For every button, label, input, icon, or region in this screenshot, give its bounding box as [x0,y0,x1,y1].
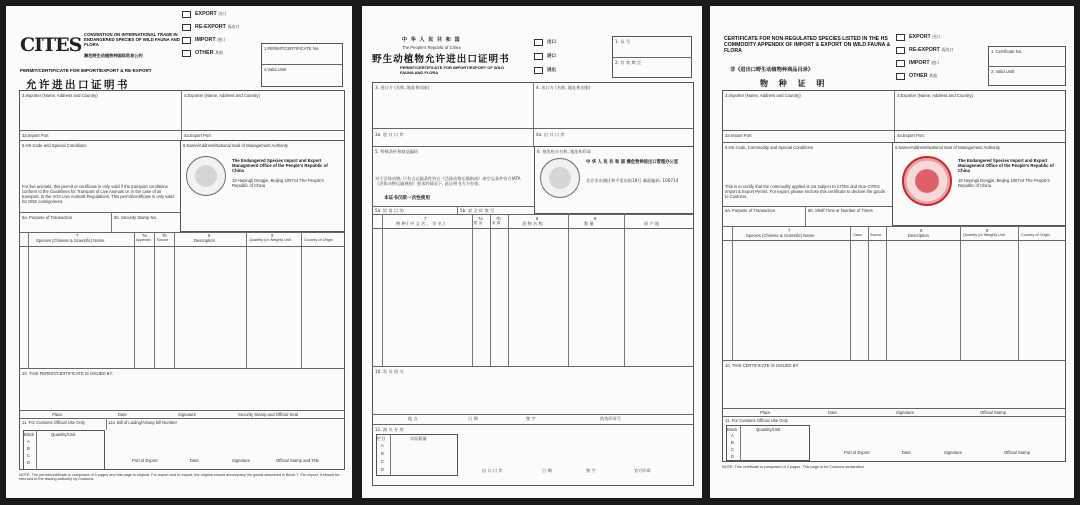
red-national-seal-icon [902,156,952,206]
transport-conditions: For live animals, this permit or certificate is only valid if the transport conditions conform to the Guidelines for Transport of Live Animals or, in the case of air transport, to the IATA Live Animals Regulations. This permit/certificate is only valid for ONE consignment. [22,184,174,204]
row-c: C [27,453,31,458]
valid-until-label: 2. 有 效 期 至 [615,60,642,65]
col-appendix: 附 录 [474,221,483,225]
customs-date-label[interactable]: Date [902,450,911,455]
importer-label[interactable]: 3.Importer (Name, Address and Country) [725,93,801,98]
col-7b: 7b [496,216,501,221]
signature-label[interactable]: Signature [896,410,914,415]
row-b: B [27,446,30,451]
other-checkbox[interactable] [182,50,191,57]
re-export-label: RE-EXPORT [909,47,940,53]
permit-title-en: PERMIT/CERTIFICATE FOR IMPORT/EXPORT OF WILD FAUNA AND FLORA [400,65,505,75]
export-checkbox[interactable] [896,34,905,41]
col-quantity: Quantity (or Weight) Unit [249,238,291,242]
bill-of-lading-label[interactable]: 11a. Bill of Lading/Airway bill Number [108,420,178,425]
col-7a: 7a [142,233,147,238]
date-label[interactable]: 日 期 [468,416,478,421]
block-label: Block [24,432,35,437]
transport-conditions: 对于活体动物, 只有当运输条件符合《活体动物运输指南》或空运条件符合IATA《活体动物运输规则》要求的情况下, 此证明书方为有效。 [375,176,521,186]
customs-date-label[interactable]: 日 期 [542,468,552,473]
export-port-label[interactable]: 4a.Export Port [184,133,211,138]
valid-until-label: 2. Valid Until [991,69,1015,74]
authority-field-label: 6.Name/Address/National Seal of Management Authority [895,145,1000,150]
official-stamp-label[interactable]: 官方印章 [634,468,651,473]
footer-note: NOTE: The permit/certificate is composed of 5 pages and this page is original. For export and re-export, the original should accompany the goods described in Block 7. For import, it should be returned to the issuing authority by Customs. [19,473,340,482]
customs-signature-label[interactable]: Signature [232,458,250,463]
convention-title: CONVENTION ON INTERNATIONAL TRADE IN ENDANGERED SPECIES OF WILD FAUNA AND FLORA [84,32,180,47]
exporter-label[interactable]: 4.Exporter (Name, Address and Country) [184,93,260,98]
export-port-label[interactable]: 4a.Export Port [897,133,924,138]
export-checkbox[interactable] [182,11,191,18]
place-label[interactable]: 地 点 [408,416,418,421]
row-a: A [381,443,384,448]
col-9: 9 [271,233,274,238]
import-checkbox[interactable] [534,53,543,60]
col-9: 9 [594,216,597,221]
quantity-unit-label: Quantity/Unit [756,427,781,432]
date-label[interactable]: Date [828,410,837,415]
col-source: Source [157,238,169,242]
hs-code-label[interactable]: 5.HS Code, Commodity and Special Conditions [725,145,813,150]
authority-address: 18 Hepingli Dongjie, Beijing 100714 The People's Republic of China [232,178,324,188]
cites-logo: CITES [20,34,82,56]
row-c: C [381,459,385,464]
port-of-export-label[interactable]: 出 口 口 岸 [482,468,503,473]
issued-by-label: 10. THIS CERTIFICATE IS ISSUED BY: [725,363,800,368]
col-class: Class [853,233,862,237]
other-checkbox[interactable] [896,73,905,80]
import-port-label[interactable]: 3a.Import Port [725,133,752,138]
valid-until-label: 2.Valid Until [264,67,287,72]
issued-by-label: 10. THIS PERMIT/CERTIFICATE IS ISSUED BY: [22,371,114,376]
col-8: 8 [208,233,211,238]
col-7b: 7b [162,233,167,238]
other-label: OTHER [909,73,928,79]
customs-signature-label[interactable]: Signature [944,450,962,455]
conditions-label[interactable]: 5. 特殊条件和商品编码 [375,149,419,154]
re-export-label: RE-EXPORT [195,24,226,30]
authority-name: The Endangered Species Import and Export Management Office of the People's Republic of China [958,158,1054,173]
col-species: Species (Chinese & Scientific) Name [36,238,105,243]
purpose-label[interactable]: 5a. Purpose of Transaction [725,208,776,213]
block-label: Block [727,427,738,432]
export-port-label[interactable]: 4a. 出 口 口 岸 [536,132,565,137]
col-appendix: Appendix [136,238,151,242]
signature-label[interactable]: Signature [178,412,196,417]
security-stamp-label[interactable]: 防伪印章号 [600,416,621,421]
official-stamp-label[interactable]: Official Stamp and Title [276,458,319,463]
col-7: 7 [788,228,791,233]
port-of-export-label[interactable]: Port of Export [844,450,870,455]
export-label: EXPORT [909,34,931,40]
import-port-label[interactable]: 3a.Import Port [22,133,49,138]
authority-field-label: 6. 签发机关名称, 地址和印章 [537,149,592,154]
row-d: D [27,460,31,465]
importer-label[interactable]: 3.Importer (Name, Address and Country) [22,93,98,98]
col-origin: 原 产 地 [644,221,660,226]
authority-address: 北京市东城区和平里东街18号 邮政编码: 100714 [586,178,679,183]
col-goods: 货 物 名 称 [522,221,543,226]
import-label: 进口 [547,54,556,59]
row-c: C [731,447,735,452]
import-checkbox[interactable] [182,37,191,44]
row-d: D [731,454,735,459]
official-stamp-label[interactable]: Official Stamp [980,410,1006,415]
exporter-label[interactable]: 4.Exporter (Name, Address and Country) [897,93,973,98]
import-label: IMPORT [195,37,216,43]
seal-stamp-label[interactable]: Security Stamp and Official Seal [238,412,298,417]
col-origin: Country of Origin [304,238,333,242]
col-7a: 7a [478,216,483,221]
other-label: OTHER [195,50,214,56]
col-quantity: Quantity (or Weight) Unit [963,233,1005,237]
importer-label[interactable]: 3. 进口方 (名称, 地址和国家) [375,85,430,90]
row-b: B [731,440,734,445]
authority-name: 中 华 人 民 共 和 国 濒危物种进出口管理办公室 [586,160,679,165]
col-quantity: 数 量 [584,221,594,226]
col-source: 来 源 [492,221,501,225]
col-9: 9 [986,228,989,233]
permit-number-label: 1.PERMIT/CERTIFICATE No. [264,46,320,51]
col-species: Species (Chinese & Scientific) Name [746,233,815,238]
export-label: 出口 [547,40,556,45]
row-d: D [381,467,385,472]
block-label: 栏目 [377,436,386,441]
import-port-label[interactable]: 3a. 进 口 口 岸 [375,132,404,137]
col-description: Description [908,233,929,238]
import-label: IMPORT [909,60,930,66]
issued-by-label: 10. 发 证 机 关 [375,369,404,374]
non-regulated-cert-sheet: CERTIFICATE FOR NON-REGULATED SPECIES LISTED IN THE HS COMMODITY APPENDIX OF IMPORT & EXPORT ON WILD FAUNA & FLORA 非《进出口野生动植物种商品目录》 物 种 证 明 EXPORT 出口 RE-EXPORT 再出口 IMPORT 进口 OTHER 其他 1. Certificate No. 2. Valid Until 3.Importer (Name, Address and Country) 4.Exporter (Name, Address and Country) 3a.Import Port 4a.Export Port 5.HS Code, Commodity and Special Conditions 6.Name/Address/National Seal of Management Authority The Endangered Species Import and Export Management Office of the People's Republic of China 18 Hepingli Dongjie, Beijing 100714 The People's Republic of China This is to certify that the commodity applied is not subject to CITES and Non-CITES Import & Export Permit. For export, please enclose this certificate to declare the goods to Customs. 5a. Purpose of Transaction 5b. Shelf Time or Number of Times 7 8 9 Species (Chinese & Scientific) Name Class Source Description Quantity (or Weight) Unit Country of Origin 10. THIS CERTIFICATE IS ISSUED BY: Place Date Signature Official Stamp 11. For Customs Official Use Only Block Quantity/Unit A B C D Port of Export Date Signature Official Stamp NOTE: This certificate is composed of 2 pages. This page is for Customs declaration. [710,6,1074,498]
authority-name: The Endangered Species Import and Export Management Office of the People's Republic of China [232,158,328,173]
place-label[interactable]: Place [52,412,63,417]
customs-official-stamp-label[interactable]: Official Stamp [1004,450,1030,455]
col-7: 7 [76,233,79,238]
customs-date-label[interactable]: Date [190,458,199,463]
date-label[interactable]: Date [118,412,127,417]
quantity-label: 实际数量 [410,436,427,441]
col-8: 8 [920,228,923,233]
col-7: 7 [424,216,427,221]
purpose-label[interactable]: 5a. Purpose of Transaction [22,215,73,220]
col-description: Description [194,238,215,243]
hs-code-label[interactable]: 5.HS Code and Special Conditions [22,143,87,148]
row-b: B [381,451,384,456]
customs-label: 11. 海 关 专 用 [375,427,404,432]
one-time-note: 本证书仅限一次性使用 [384,196,430,201]
col-species: 物 种 ( 中 文 名 、 学 名 ) [396,221,445,226]
col-8: 8 [536,216,539,221]
col-source: Source [870,233,882,237]
permit-number-label: 1. 证 号 [615,39,631,44]
footer-note: NOTE: This certificate is composed of 2 pages. This page is for Customs declaration. [722,465,865,469]
shelf-time-label[interactable]: 5b. Shelf Time or Number of Times [808,208,873,213]
cites-permit-sheet: CITES CONVENTION ON INTERNATIONAL TRADE IN ENDANGERED SPECIES OF WILD FAUNA AND FLORA 濒危野生动植物种国际贸易公约 PERMIT/CERTIFICATE FOR IMPORT/EXPORT & RE-EXPORT 允许进出口证明书 EXPORT 出口 RE-EXPORT 再出口 IMPORT 进口 OTHER 其他 1.PERMIT/CERTIFICATE No. 2.Valid Until 3.Importer (Name, Address and Country) 4.Exporter (Name, Address and Country) 3a.Import Port 4a.Export Port 5.HS Code and Special Conditions 6.Name/Address/National Seal of Management Authority The Endangered Species Import and Export Management Office of the People's Republic of China 18 Hepingli Dongjie, Beijing 100714 The People's Republic of China For live animals, this permit or certificate is only valid if the transport conditions conform to the Guidelines for Transport of Live Animals or, in the case of air transport, to the IATA Live Animals Regulations. This permit/certificate is only valid for ONE consignment. 5a. Purpose of Transaction 5b. Security Stamp No. 7 7a 7b 8 9 Species (Chinese & Scientific) Name Appendix Source Description Quantity (or Weight) Unit Country of Origin 10. THIS PERMIT/CERTIFICATE IS ISSUED BY: Place Date Signature Security Stamp and Official Seal 11. For Customs Official Use Only 11a. Bill of Lading/Airway bill Number Block Quantity/Unit A B C D Port of Export Date Signature Official Stamp and Title NOTE: The permit/certificate is composed of 5 pages and this page is original. For export and re-export, the original should accompany the goods described in Block 7. For import, it should be returned to the issuing authority by Customs. [6,6,352,498]
transit-label: 进出 [547,68,556,73]
certificate-number-label: 1. Certificate No. [991,49,1023,54]
chinese-permit-sheet [362,6,702,498]
customs-signature-label[interactable]: 签 字 [586,468,596,473]
national-seal-icon [540,158,580,198]
customs-label: 11. For Customs Official Use Only [725,418,788,423]
signature-label[interactable]: 签 字 [526,416,536,421]
transit-checkbox[interactable] [534,67,543,74]
row-a: A [27,439,30,444]
port-of-export-label[interactable]: Port of Export [132,458,158,463]
cert-title: CERTIFICATE FOR NON-REGULATED SPECIES LISTED IN THE HS COMMODITY APPENDIX OF IMPORT & EXPORT ON WILD FAUNA & FLORA [724,36,891,54]
cert-title-zh: 非《进出口野生动植物种商品目录》 [730,67,814,73]
re-export-checkbox[interactable] [182,24,191,31]
exporter-label[interactable]: 4. 出口方 (名称, 地址和国家) [536,85,591,90]
permit-title: PERMIT/CERTIFICATE FOR IMPORT/EXPORT & RE-EXPORT [20,68,152,73]
convention-title-zh: 濒危野生动植物种国际贸易公约 [84,53,143,58]
export-label: EXPORT [195,11,217,17]
country-zh: 中 华 人 民 共 和 国 [402,37,461,43]
quantity-unit-label: Quantity/Unit [51,432,76,437]
security-stamp-label[interactable]: 5b. Security Stamp No. [114,215,158,220]
customs-label: 11. For Customs Official Use Only [22,420,85,425]
certification-text: This is to certify that the commodity applied is not subject to CITES and Non-CITES Import & Export Permit. For export, please enclose this certificate to declare the goods to Customs. [725,184,885,199]
col-origin: Country of Origin [1021,233,1050,237]
authority-address: 18 Hepingli Dongjie, Beijing 100714 The People's Republic of China [958,178,1050,188]
permit-title-zh: 野生动植物允许进出口证明书 [372,54,510,65]
national-seal-icon [186,156,226,196]
row-a: A [731,433,734,438]
purpose-label[interactable]: 5a. 贸 易 目 的 [375,208,404,213]
permit-title-zh: 允许进出口证明书 [26,79,130,91]
place-label[interactable]: Place [760,410,771,415]
security-label[interactable]: 5b. 安 全 标 签 号 [460,208,495,213]
re-export-checkbox[interactable] [896,47,905,54]
export-checkbox[interactable] [534,39,543,46]
authority-field-label: 6.Name/Address/National Seal of Management Authority [183,143,288,148]
country-en: The People's Republic of China [402,45,461,50]
import-checkbox[interactable] [896,60,905,67]
cert-title-zh-big: 物 种 证 明 [760,79,829,88]
